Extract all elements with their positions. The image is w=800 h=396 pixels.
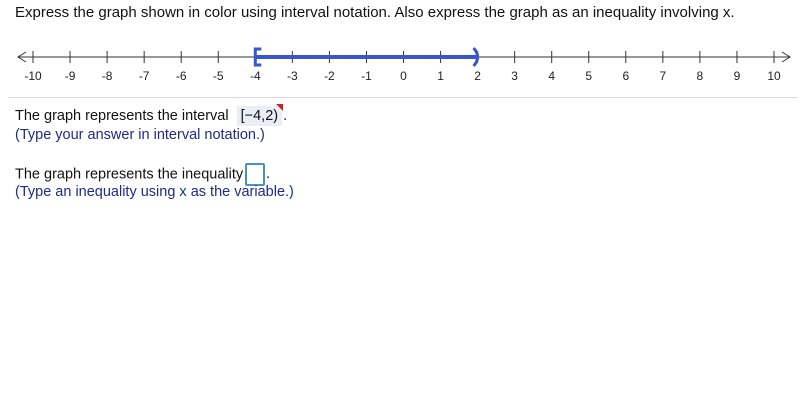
tick-label: 7 bbox=[659, 69, 667, 83]
tick-label: -2 bbox=[324, 69, 335, 83]
interval-hint: (Type your answer in interval notation.) bbox=[15, 127, 265, 143]
tick-label: -6 bbox=[175, 69, 187, 83]
inequality-period: . bbox=[266, 166, 271, 183]
inequality-prompt: The graph represents the inequality bbox=[15, 166, 244, 183]
inequality-hint: (Type an inequality using x as the variable.) bbox=[15, 184, 294, 200]
interval-period: . bbox=[283, 108, 288, 124]
tick-label: 6 bbox=[622, 69, 630, 83]
tick-label: 8 bbox=[696, 69, 704, 83]
tick-label: 1 bbox=[437, 69, 444, 83]
number-line bbox=[0, 40, 800, 90]
interval-row bbox=[15, 106, 287, 126]
tick-label: -10 bbox=[24, 69, 42, 83]
tick-label: 10 bbox=[767, 69, 781, 83]
interval-prompt: The graph represents the interval bbox=[15, 108, 229, 124]
tick-label: -9 bbox=[64, 69, 76, 83]
incorrect-marker-icon bbox=[276, 104, 283, 111]
interval-answer-value: [−4,2) bbox=[240, 108, 279, 124]
tick-label: 2 bbox=[474, 69, 481, 83]
tick-label: 5 bbox=[585, 69, 593, 83]
tick-label: 3 bbox=[511, 69, 518, 83]
tick-label: 4 bbox=[548, 69, 556, 83]
tick-label: -3 bbox=[287, 69, 298, 83]
tick-label: -5 bbox=[212, 69, 224, 83]
interval-answer-field[interactable] bbox=[237, 106, 282, 126]
tick-label: -8 bbox=[101, 69, 113, 83]
question-text: Express the graph shown in color using interval notation. Also express the graph as an inequality involving x. bbox=[15, 4, 735, 21]
tick-label: 9 bbox=[733, 69, 741, 83]
tick-label: 0 bbox=[400, 69, 407, 83]
tick-label: -7 bbox=[138, 69, 150, 83]
tick-label: -4 bbox=[249, 69, 261, 83]
tick-label: -1 bbox=[361, 69, 372, 83]
divider bbox=[8, 97, 798, 98]
